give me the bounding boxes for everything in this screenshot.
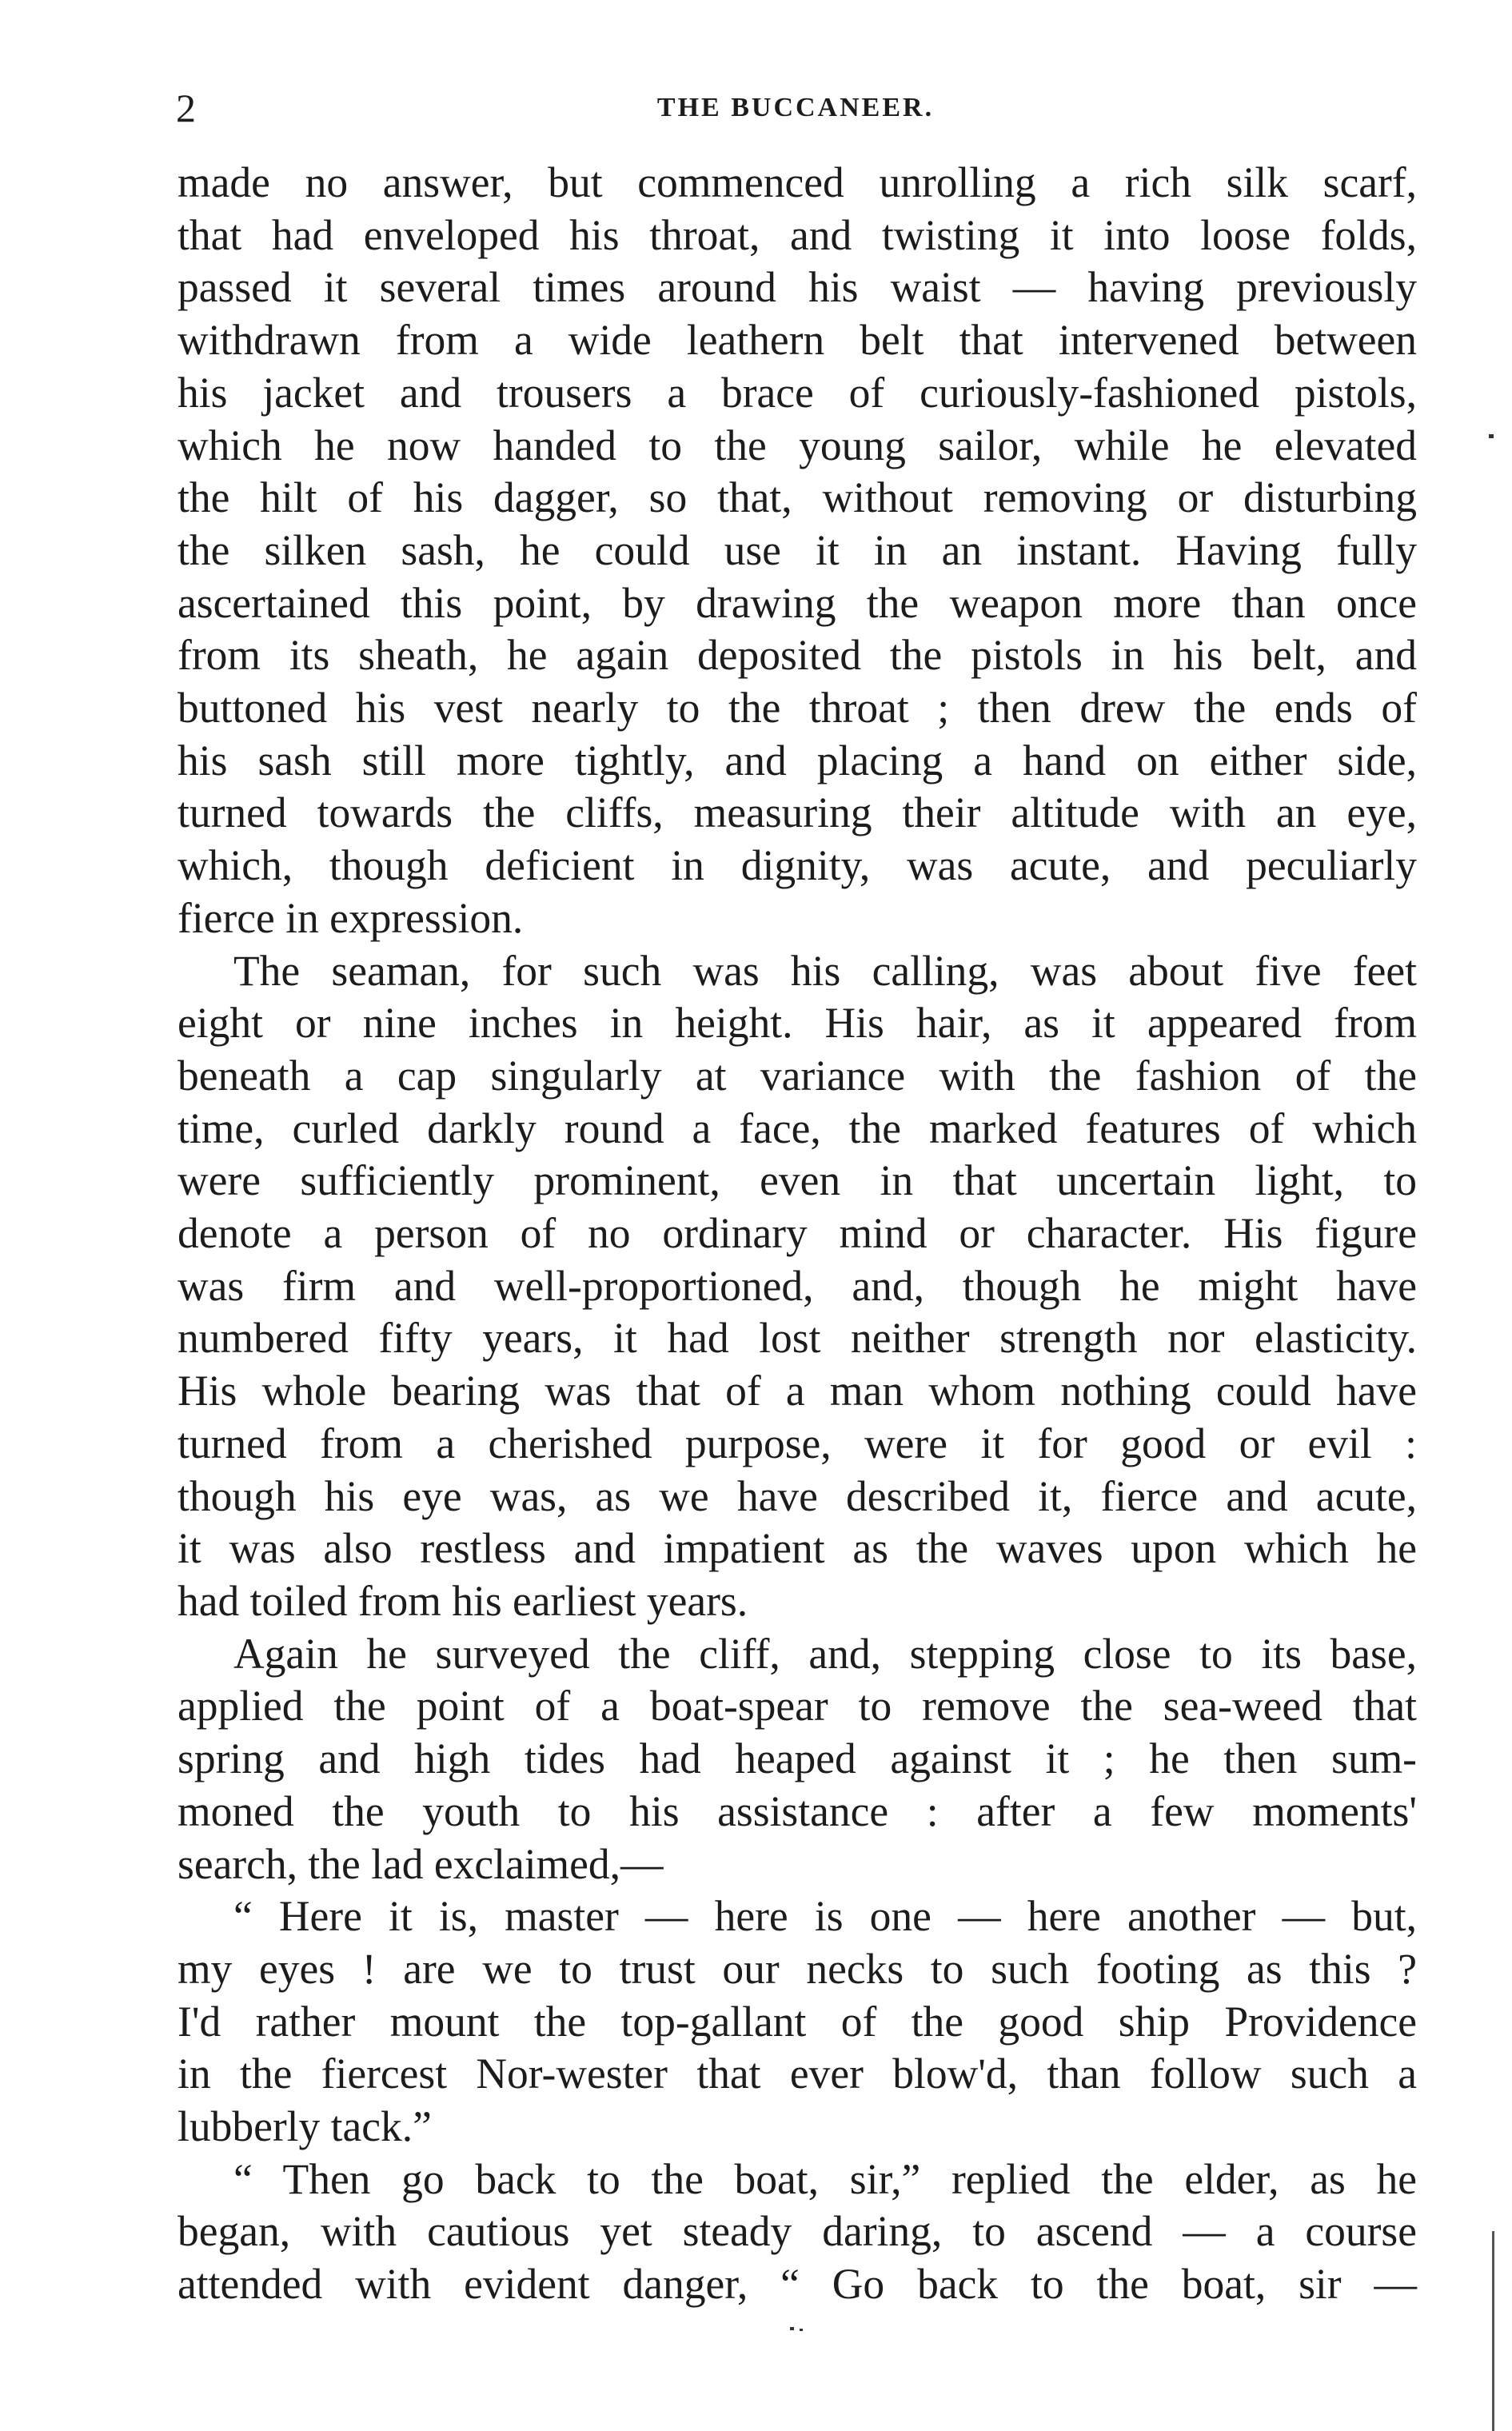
text-line: made no answer, but commenced unrolling a rich silk scarf, bbox=[178, 158, 1417, 206]
paragraph-1 bbox=[178, 157, 1417, 945]
text-line: lubberly tack.” bbox=[178, 2102, 432, 2151]
text-line: turned towards the cliffs, measuring their altitude with an eye, bbox=[178, 788, 1417, 837]
text-line: search, the lad exclaimed,— bbox=[178, 1839, 664, 1888]
text-line: “ Here it is, master — here is one — here another — but, bbox=[233, 1892, 1417, 1941]
text-line: beneath a cap singularly at variance with the fashion of the bbox=[178, 1051, 1417, 1100]
text-line: applied the point of a boat-spear to remove the sea-weed that bbox=[178, 1682, 1417, 1730]
text-line: turned from a cherished purpose, were it for good or evil : bbox=[178, 1419, 1417, 1467]
text-line: which he now handed to the young sailor, while he elevated bbox=[178, 421, 1417, 469]
text-line: moned the youth to his assistance : after a few moments' bbox=[178, 1786, 1417, 1835]
text-line: spring and high tides had heaped against it ; he then sum- bbox=[178, 1734, 1417, 1783]
paragraph-4 bbox=[178, 1890, 1417, 2154]
page-number: 2 bbox=[176, 86, 196, 130]
margin-speck bbox=[800, 2329, 803, 2331]
paragraph-2 bbox=[178, 945, 1417, 1628]
text-line: denote a person of no ordinary mind or character. His figure bbox=[178, 1209, 1417, 1258]
text-line: time, curled darkly round a face, the marked features of which bbox=[178, 1104, 1417, 1152]
text-line: The seaman, for such was his calling, was about five feet bbox=[233, 946, 1417, 995]
text-line: withdrawn from a wide leathern belt that intervened between bbox=[178, 316, 1417, 365]
text-line: buttoned his vest nearly to the throat ; then drew the ends of bbox=[178, 684, 1417, 732]
text-line: in the fiercest Nor-wester that ever blow'd, than follow such a bbox=[178, 2050, 1417, 2098]
text-line: passed it several times around his waist — having previously bbox=[178, 263, 1417, 312]
text-line: began, with cautious yet steady daring, to ascend — a course bbox=[178, 2207, 1417, 2256]
text-line: attended with evident danger, “ Go back to the boat, sir — bbox=[178, 2260, 1417, 2309]
text-line: numbered fifty years, it had lost neither strength nor elasticity. bbox=[178, 1314, 1417, 1363]
text-line: eight or nine inches in height. His hair, as it appeared from bbox=[178, 999, 1417, 1048]
text-line: it was also restless and impatient as the waves upon which he bbox=[178, 1524, 1417, 1573]
text-line: His whole bearing was that of a man whom nothing could have bbox=[178, 1367, 1417, 1415]
text-line: “ Then go back to the boat, sir,” replied the elder, as he bbox=[233, 2154, 1417, 2203]
text-line: ascertained this point, by drawing the weapon more than once bbox=[178, 578, 1417, 627]
page-header bbox=[176, 80, 1415, 136]
text-line: had toiled from his earliest years. bbox=[178, 1576, 748, 1625]
text-line: that had enveloped his throat, and twisting it into loose folds, bbox=[178, 210, 1417, 259]
text-line: from its sheath, he again deposited the pistols in his belt, and bbox=[178, 631, 1417, 680]
text-line: Again he surveyed the cliff, and, stepping close to its base, bbox=[233, 1629, 1417, 1678]
text-line: the hilt of his dagger, so that, without removing or disturbing bbox=[178, 473, 1417, 522]
text-line: the silken sash, he could use it in an instant. Having fully bbox=[178, 525, 1417, 574]
text-line: fierce in expression. bbox=[178, 893, 524, 942]
paragraph-5 bbox=[178, 2154, 1417, 2311]
text-line: his jacket and trousers a brace of curiously-fashioned pistols, bbox=[178, 368, 1417, 417]
margin-speck bbox=[1489, 434, 1494, 438]
text-line: was firm and well-proportioned, and, though he might have bbox=[178, 1261, 1417, 1310]
text-line: which, though deficient in dignity, was acute, and peculiarly bbox=[178, 841, 1417, 890]
text-line: my eyes ! are we to trust our necks to such footing as this ? bbox=[178, 1944, 1417, 1993]
paragraph-3 bbox=[178, 1628, 1417, 1891]
margin-speck bbox=[790, 2327, 794, 2330]
body-text bbox=[178, 157, 1417, 2311]
running-title: THE BUCCANEER. bbox=[656, 93, 935, 122]
text-line: his sash still more tightly, and placing a hand on either side, bbox=[178, 736, 1417, 784]
text-line: I'd rather mount the top-gallant of the good ship Providence bbox=[178, 1997, 1417, 2046]
text-line: though his eye was, as we have described it, fierce and acute, bbox=[178, 1471, 1417, 1520]
page-edge-line bbox=[1492, 2231, 1494, 2431]
text-line: were sufficiently prominent, even in that uncertain light, to bbox=[178, 1156, 1417, 1205]
